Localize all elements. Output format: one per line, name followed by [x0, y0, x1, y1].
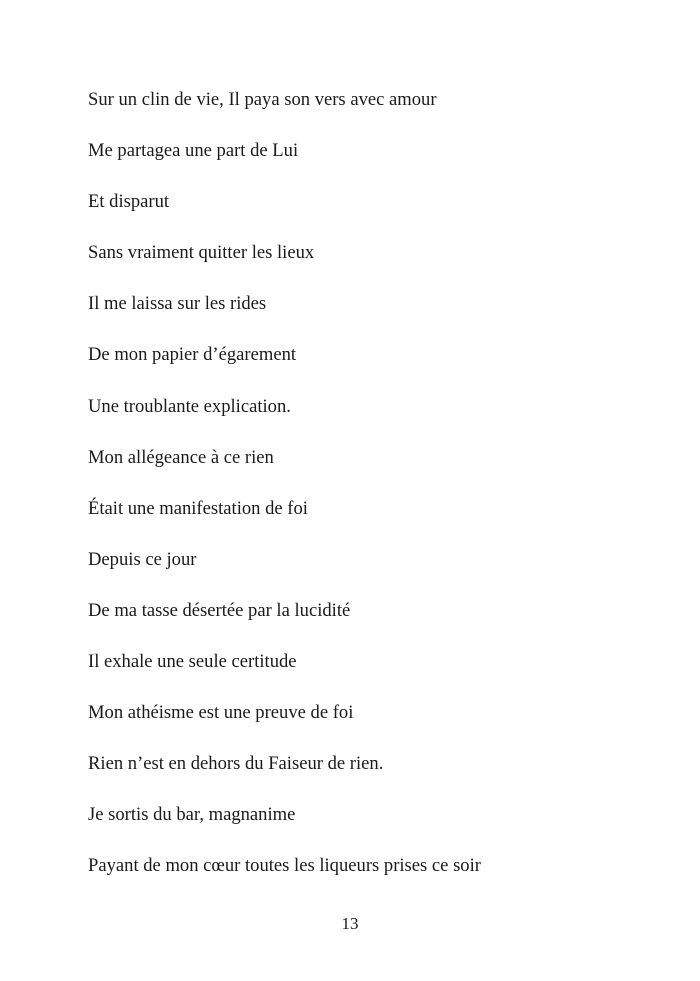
poem-line: Il exhale une seule certitude: [88, 651, 297, 673]
poem-line: Et disparut: [88, 191, 170, 213]
poem-line: Mon athéisme est une preuve de foi: [88, 702, 354, 724]
poem-line: Rien n’est en dehors du Faiseur de rien.: [88, 753, 384, 775]
poem-line: Depuis ce jour: [88, 548, 197, 570]
poem-line: Je sortis du bar, magnanime: [88, 804, 296, 826]
poem-line: Sans vraiment quitter les lieux: [88, 242, 315, 264]
poem-line: Me partagea une part de Lui: [88, 140, 299, 162]
poem-line: Il me laissa sur les rides: [88, 293, 267, 315]
poem-line: Était une manifestation de foi: [88, 497, 308, 519]
poem-line: Payant de mon cœur toutes les liqueurs prises ce soir: [88, 855, 481, 877]
poem-line: De mon papier d’égarement: [88, 344, 297, 366]
page-number: 13: [341, 914, 359, 933]
poem-line: Une troublante explication.: [88, 395, 291, 417]
poem-line: Sur un clin de vie, Il paya son vers avec amour: [88, 89, 437, 110]
poem-text: [88, 88, 481, 906]
poem-line: De ma tasse désertée par la lucidité: [88, 599, 351, 621]
poem-line: Mon allégeance à ce rien: [88, 446, 274, 468]
